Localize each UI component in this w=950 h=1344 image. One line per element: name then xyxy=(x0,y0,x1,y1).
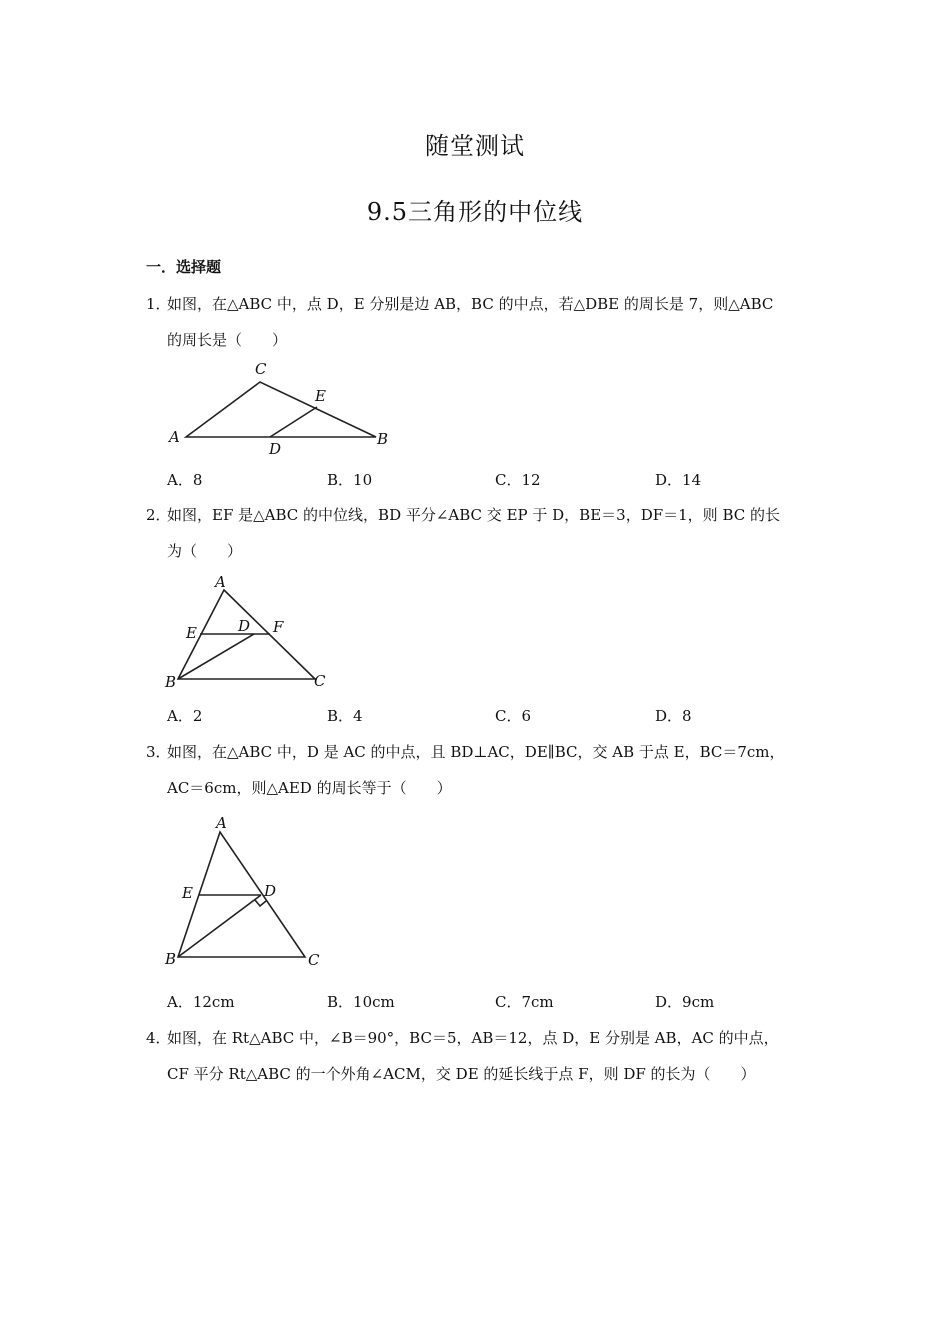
question-text-line: 如图，在 Rt△ABC 中，∠B＝90°，BC＝5，AB＝12，点 D，E 分别是 AB，AC 的中点， xyxy=(167,1029,779,1047)
figure-2-triangle xyxy=(160,572,340,694)
option-c[interactable]: C．12 xyxy=(495,471,541,489)
option-b[interactable]: B．10cm xyxy=(327,993,395,1011)
segment-de xyxy=(270,407,317,437)
page-subtitle: 9.5三角形的中位线 xyxy=(366,198,584,226)
question-text-line: 的周长是（ ） xyxy=(167,331,288,349)
question-text-line: AC＝6cm，则△AED 的周长等于（ ） xyxy=(167,779,452,797)
right-angle-mark xyxy=(255,900,266,906)
label-a: A xyxy=(216,814,227,832)
page-title: 随堂测试 xyxy=(425,132,525,160)
option-d[interactable]: D．8 xyxy=(655,707,692,725)
option-b[interactable]: B．4 xyxy=(327,707,363,725)
label-b: B xyxy=(165,950,177,968)
label-d: D xyxy=(264,882,277,900)
figure-1-triangle xyxy=(160,356,400,460)
option-a[interactable]: A．2 xyxy=(167,707,203,725)
section-heading: 一．选择题 xyxy=(146,258,222,276)
label-e: E xyxy=(186,624,197,642)
question-text-line: 如图，在△ABC 中，D 是 AC 的中点，且 BD⊥AC，DE∥BC，交 AB 于点 E，BC＝7cm， xyxy=(167,743,785,761)
label-d: D xyxy=(269,440,282,458)
label-b: B xyxy=(377,430,389,448)
question-number: 2． xyxy=(146,506,171,524)
question-text-line: CF 平分 Rt△ABC 的一个外角∠ACM，交 DE 的延长线于点 F，则 DF 的长为（ ） xyxy=(167,1065,756,1083)
label-c: C xyxy=(308,951,320,969)
question-number: 1． xyxy=(146,295,171,313)
option-c[interactable]: C．7cm xyxy=(495,993,554,1011)
question-text-line: 为（ ） xyxy=(167,542,243,560)
label-a: A xyxy=(169,428,180,446)
label-a: A xyxy=(215,573,226,591)
triangle-abc xyxy=(186,382,376,437)
label-c: C xyxy=(255,360,267,378)
question-number: 4． xyxy=(146,1029,171,1047)
question-text-line: 如图，在△ABC 中，点 D，E 分别是边 AB，BC 的中点，若△DBE 的周长是 7，则△ABC xyxy=(167,295,774,313)
option-c[interactable]: C．6 xyxy=(495,707,532,725)
option-a[interactable]: A．12cm xyxy=(167,993,235,1011)
option-d[interactable]: D．9cm xyxy=(655,993,715,1011)
question-number: 3． xyxy=(146,743,171,761)
label-b: B xyxy=(165,673,177,691)
label-e: E xyxy=(315,387,326,405)
label-d: D xyxy=(238,617,251,635)
option-d[interactable]: D．14 xyxy=(655,471,702,489)
question-text-line: 如图，EF 是△ABC 的中位线，BD 平分∠ABC 交 EP 于 D，BE＝3，DF＝1，则 BC 的长 xyxy=(167,506,780,524)
label-e: E xyxy=(182,884,193,902)
option-a[interactable]: A．8 xyxy=(167,471,203,489)
segment-bd xyxy=(178,895,261,957)
label-f: F xyxy=(273,618,284,636)
figure-3-triangle xyxy=(160,812,340,970)
option-b[interactable]: B．10 xyxy=(327,471,373,489)
label-c: C xyxy=(314,672,326,690)
